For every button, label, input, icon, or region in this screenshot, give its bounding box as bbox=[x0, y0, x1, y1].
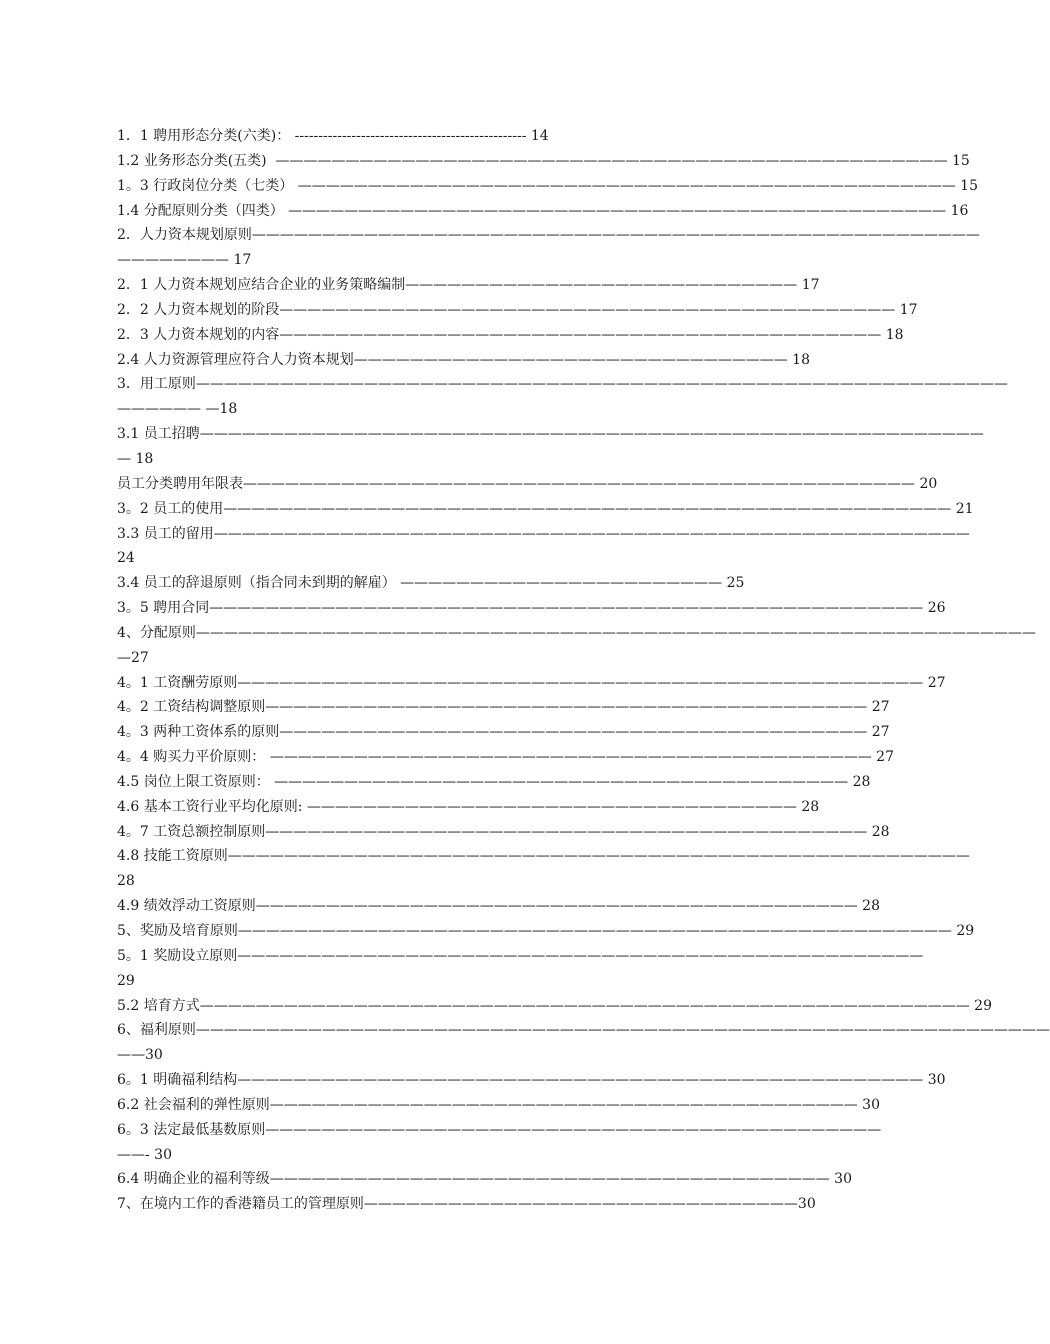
toc-entry-6-2: 6.2 社会福利的弹性原则—————————————————————————————————————————— 30 bbox=[117, 1096, 880, 1113]
toc-entry-4-1: 4。1 工资酬劳原则————————————————————————————————————————————————— 27 bbox=[117, 674, 946, 691]
toc-entry-6: 6、福利原则————————————————————————————————————————————————————————————— bbox=[117, 1022, 1050, 1039]
toc-entry-3-2: 3。2 员工的使用———————————————————————————————————————————————————— 21 bbox=[117, 500, 974, 517]
toc-entry-1-4: 1.4 分配原则分类（四类） ——————————————————————————————————————————————— 16 bbox=[117, 202, 969, 219]
toc-entry-4-7: 4。7 工资总额控制原则——————————————————————————————————————————— 28 bbox=[117, 823, 890, 840]
toc-entry-4-2: 4。2 工资结构调整原则——————————————————————————————————————————— 27 bbox=[117, 699, 890, 716]
toc-entry-4-9: 4.9 绩效浮动工资原则——————————————————————————————————————————— 28 bbox=[117, 898, 880, 915]
toc-entry-3-1: 3.1 员工招聘———————————————————————————————————————————————————————— bbox=[117, 426, 984, 443]
toc-entry-2-continued: ———————— 17 bbox=[117, 252, 252, 269]
toc-entry-4: 4、分配原则———————————————————————————————————————————————————————————— bbox=[117, 624, 1036, 641]
toc-entry-3-4: 3.4 员工的辞退原则（指合同未到期的解雇） ——————————————————————— 25 bbox=[117, 575, 745, 592]
toc-entry-3-continued: —————— —18 bbox=[117, 401, 238, 418]
table-of-contents bbox=[117, 124, 1050, 1217]
toc-entry-4-continued: —27 bbox=[117, 649, 149, 666]
toc-entry-3-1-continued: — 18 bbox=[117, 450, 154, 467]
toc-entry-5: 5、奖励及培育原则——————————————————————————————————————————————————— 29 bbox=[117, 923, 975, 939]
toc-entry-4-8-continued: 28 bbox=[117, 873, 135, 890]
toc-entry-1-3: 1。3 行政岗位分类（七类） ——————————————————————————————————————————————— 15 bbox=[117, 177, 978, 194]
toc-entry-5-1-continued: 29 bbox=[117, 972, 135, 989]
toc-entry-4-3: 4。3 两种工资体系的原则—————————————————————————————————————————— 27 bbox=[117, 724, 890, 741]
toc-entry-1-2: 1.2 业务形态分类(五类) ———————————————————————————————————————————————— 15 bbox=[117, 152, 970, 169]
toc-entry-employee-term-table: 员工分类聘用年限表———————————————————————————————————————————————— 20 bbox=[117, 475, 938, 492]
toc-entry-6-1: 6。1 明确福利结构————————————————————————————————————————————————— 30 bbox=[117, 1072, 946, 1089]
toc-entry-2-4: 2.4 人力资源管理应符合人力资本规划——————————————————————————————— 18 bbox=[117, 351, 810, 368]
toc-entry-4-8: 4.8 技能工资原则————————————————————————————————————————————————————— bbox=[117, 848, 970, 865]
toc-entry-2-2: 2．2 人力资本规划的阶段———————————————————————————————————————————— 17 bbox=[117, 301, 918, 318]
toc-entry-4-6: 4.6 基本工资行业平均化原则: ——————————————————————————————————— 28 bbox=[117, 798, 820, 815]
toc-entry-3: 3．用工原则—————————————————————————————————————————————————————————— bbox=[117, 376, 1008, 393]
toc-entry-3-5: 3。5 聘用合同——————————————————————————————————————————————————— 26 bbox=[117, 600, 946, 617]
toc-entry-3-3: 3.3 员工的留用—————————————————————————————————————————————————————— bbox=[117, 525, 970, 542]
toc-entry-5-1: 5。1 奖励设立原则————————————————————————————————————————————————— bbox=[117, 947, 924, 964]
toc-entry-6-continued: ——30 bbox=[117, 1047, 163, 1064]
toc-entry-2-1: 2．1 人力资本规划应结合企业的业务策略编制———————————————————————————— 17 bbox=[117, 277, 820, 294]
toc-entry-5-2: 5.2 培育方式——————————————————————————————————————————————————————— 29 bbox=[117, 997, 992, 1014]
toc-entry-6-4: 6.4 明确企业的福利等级———————————————————————————————————————— 30 bbox=[117, 1171, 852, 1188]
toc-entry-2: 2．人力资本规划原则———————————————————————————————————————————————————— bbox=[117, 227, 980, 244]
toc-entry-7: 7、在境内工作的香港籍员工的管理原则———————————————————————————————30 bbox=[117, 1196, 816, 1213]
toc-entry-6-3-continued: ——- 30 bbox=[117, 1146, 172, 1163]
toc-entry-4-4: 4。4 购买力平价原则： ——————————————————————————————————————————— 27 bbox=[117, 749, 894, 766]
toc-entry-3-3-continued: 24 bbox=[117, 550, 135, 567]
toc-entry-2-3: 2．3 人力资本规划的内容——————————————————————————————————————————— 18 bbox=[117, 326, 904, 343]
toc-entry-6-3: 6。3 法定最低基数原则———————————————————————————————————————————— bbox=[117, 1121, 882, 1138]
toc-entry-1-1: 1．1 聘用形态分类(六类)： ------------------------------------------------- 14 bbox=[117, 128, 549, 144]
toc-entry-4-5: 4.5 岗位上限工资原则： ————————————————————————————————————————— 28 bbox=[117, 773, 871, 790]
